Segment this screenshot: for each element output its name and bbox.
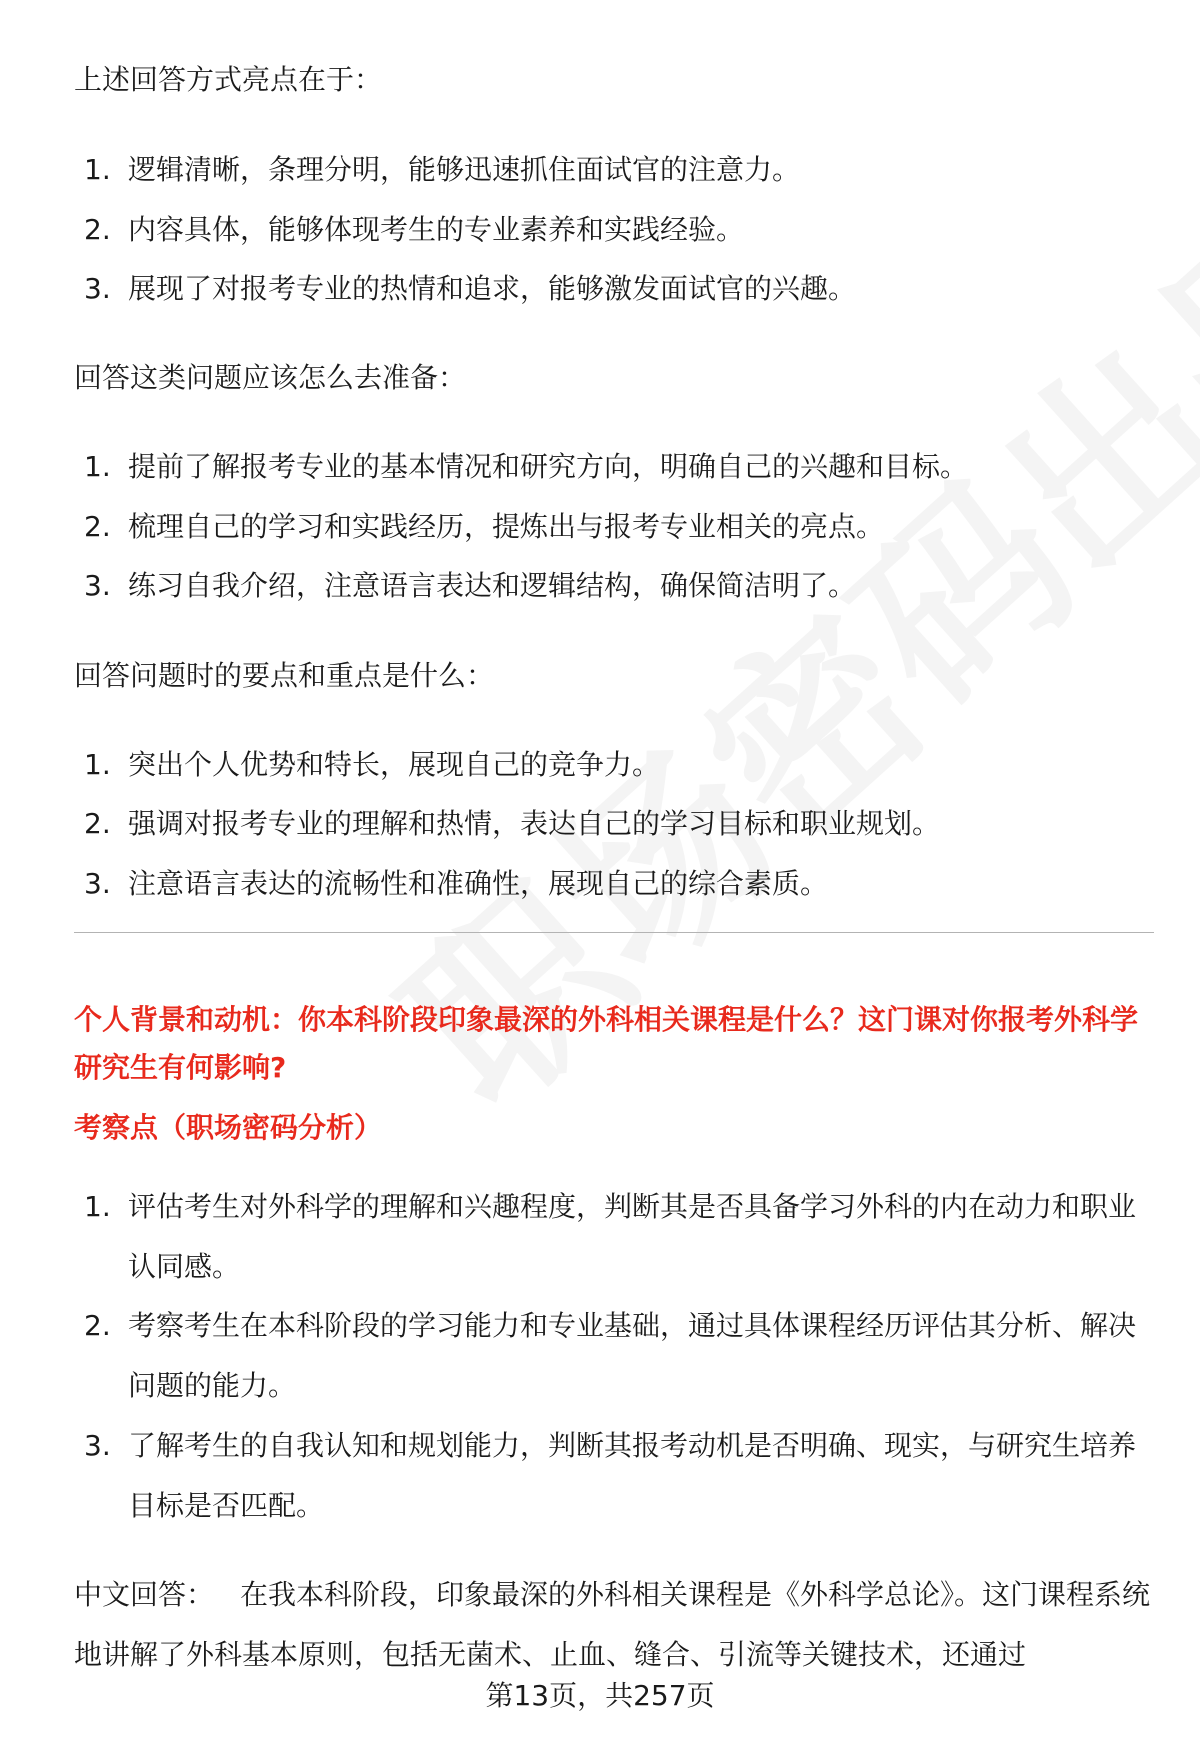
list-text: 注意语言表达的流畅性和准确性，展现自己的综合素质。 xyxy=(128,867,829,900)
list-number: 1. xyxy=(84,1190,111,1223)
section-heading-key-points: 回答问题时的要点和重点是什么： xyxy=(74,659,495,692)
list-text: 梳理自己的学习和实践经历，提炼出与报考专业相关的亮点。 xyxy=(128,510,885,543)
list-text: 突出个人优势和特长，展现自己的竞争力。 xyxy=(128,748,661,781)
list-text: 展现了对报考专业的热情和追求，能够激发面试官的兴趣。 xyxy=(128,272,857,305)
answer-paragraph xyxy=(74,1565,1154,1685)
question-title: 个人背景和动机：你本科阶段印象最深的外科相关课程是什么？这门课对你报考外科学研究生有何影响? xyxy=(74,1003,1139,1084)
list-number: 3. xyxy=(84,569,111,602)
list-number: 3. xyxy=(84,272,111,305)
section-divider xyxy=(74,932,1154,933)
list-number: 2. xyxy=(84,510,111,543)
list-number: 2. xyxy=(84,213,111,246)
answer-label: 中文回答： xyxy=(74,1578,215,1611)
answer-text: 在我本科阶段，印象最深的外科相关课程是《外科学总论》。这门课程系统地讲解了外科基本原则，包括无菌术、止血、缝合、引流等关键技术，还通过 xyxy=(74,1578,1151,1671)
list-text: 强调对报考专业的理解和热情，表达自己的学习目标和职业规划。 xyxy=(128,807,941,840)
section-heading-preparation: 回答这类问题应该怎么去准备： xyxy=(74,361,467,394)
list-text: 评估考生对外科学的理解和兴趣程度，判断其是否具备学习外科的内在动力和职业认同感。 xyxy=(128,1190,1137,1283)
list-text: 内容具体，能够体现考生的专业素养和实践经验。 xyxy=(128,213,745,246)
list-number: 3. xyxy=(84,1429,111,1462)
list-number: 3. xyxy=(84,867,111,900)
list-text: 了解考生的自我认知和规划能力，判断其报考动机是否明确、现实，与研究生培养目标是否匹配。 xyxy=(128,1429,1137,1522)
list-number: 1. xyxy=(84,450,111,483)
list-number: 1. xyxy=(84,748,111,781)
list-number: 2. xyxy=(84,1309,111,1342)
list-number: 2. xyxy=(84,807,111,840)
list-number: 1. xyxy=(84,153,111,186)
list-text: 考察考生在本科阶段的学习能力和专业基础，通过具体课程经历评估其分析、解决问题的能力。 xyxy=(128,1309,1137,1402)
section-heading-highlights: 上述回答方式亮点在于： xyxy=(74,63,383,96)
list-text: 逻辑清晰，条理分明，能够迅速抓住面试官的注意力。 xyxy=(128,153,801,186)
page-number: 第13页，共257页 xyxy=(485,1679,715,1712)
list-text: 提前了解报考专业的基本情况和研究方向，明确自己的兴趣和目标。 xyxy=(128,450,969,483)
list-text: 练习自我介绍，注意语言表达和逻辑结构，确保简洁明了。 xyxy=(128,569,857,602)
assessment-subheading: 考察点（职场密码分析） xyxy=(74,1111,383,1144)
